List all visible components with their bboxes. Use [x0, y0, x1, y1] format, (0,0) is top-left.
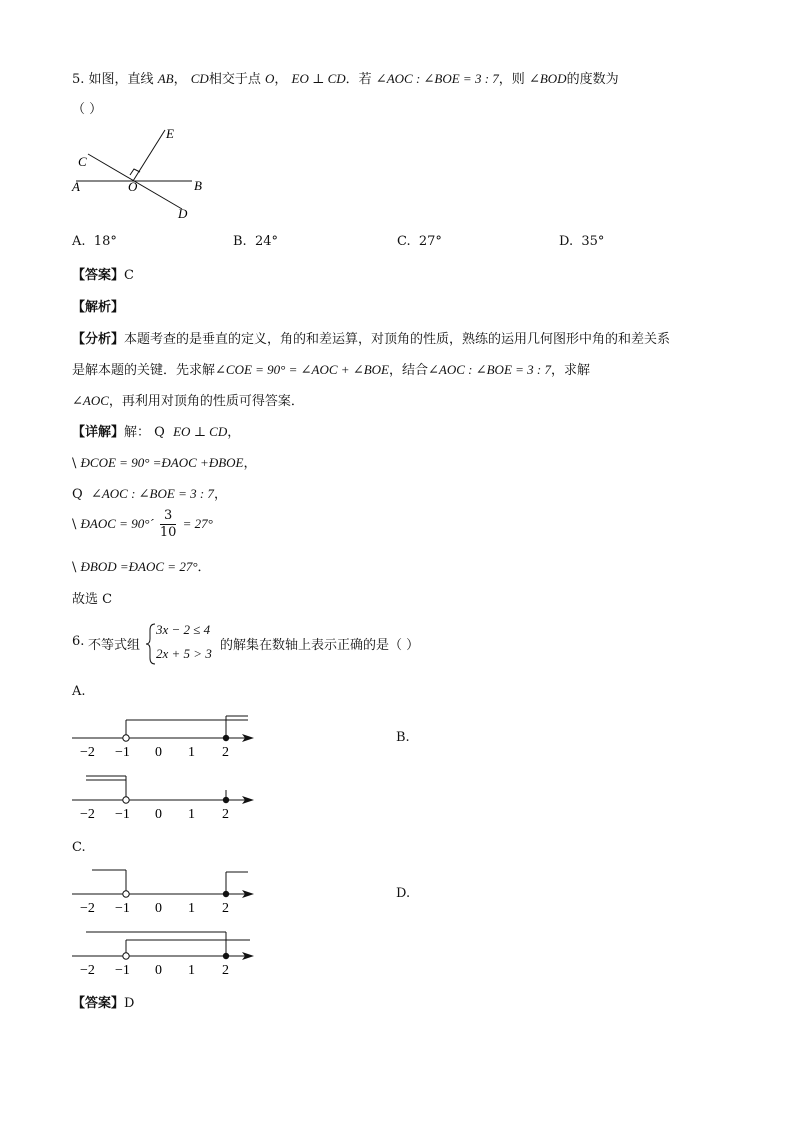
- tick-1: 1: [188, 963, 195, 978]
- closed-dot: [223, 891, 229, 897]
- tick-1: 1: [188, 745, 195, 760]
- tick-m1: −1: [115, 807, 130, 822]
- tick-1: 1: [188, 807, 195, 822]
- tick-0: 0: [155, 745, 162, 760]
- q5-fenxi-line3: ∠AOC，再利用对顶角的性质可得答案．: [72, 393, 304, 409]
- q5-choice-b: B. 24°: [233, 234, 278, 249]
- number-line-a: [70, 710, 260, 760]
- q5-step2: Q ∠AOC : ∠BOE = 3 : 7，: [72, 486, 227, 502]
- tick-2: 2: [222, 807, 229, 822]
- tick-2: 2: [222, 745, 229, 760]
- q5-choice-a: A. 18°: [72, 234, 117, 249]
- closed-dot: [223, 735, 229, 741]
- tick-m2: −2: [80, 807, 95, 822]
- ineq-2: 2x + 5 > 3: [156, 646, 212, 661]
- tick-m1: −1: [115, 901, 130, 916]
- tick-m1: −1: [115, 963, 130, 978]
- fraction-3-10: $\frac{3}{10}$: [159, 508, 177, 540]
- q5-fenxi-line2: 是解本题的关键．先求解∠COE = 90° = ∠AOC + ∠BOE，结合∠AOC : ∠BOE = 3 : 7，求解: [72, 362, 591, 378]
- q5-paren: （ ）: [72, 102, 103, 117]
- ray-oe: [133, 130, 165, 181]
- label-e: E: [166, 126, 174, 141]
- tick-2: 2: [222, 963, 229, 978]
- tick-m2: −2: [80, 745, 95, 760]
- number-line-b: [70, 772, 260, 822]
- tick-2: 2: [222, 901, 229, 916]
- q5-step3: \ ÐAOC = 90°´ $\frac{3}{10}$ = 27°: [72, 508, 213, 540]
- open-dot: [123, 797, 129, 803]
- ineq-1: 3x − 2 ≤ 4: [156, 622, 211, 637]
- q5-fenxi-line1: 【分析】本题考查的是垂直的定义，角的和差运算，对顶角的性质，熟练的运用几何图形中角的和差关系: [72, 332, 671, 347]
- q6-answer: 【答案】D: [72, 996, 135, 1011]
- q5-analysis-tag: 【解析】: [72, 300, 125, 315]
- q5-conclusion: 故选 C: [72, 592, 113, 607]
- open-dot: [123, 891, 129, 897]
- q6-option-c-label: C.: [72, 840, 86, 855]
- q5-choice-d: D. 35°: [559, 234, 605, 249]
- tick-0: 0: [155, 963, 162, 978]
- tick-m2: −2: [80, 963, 95, 978]
- closed-dot: [223, 797, 229, 803]
- q5-answer: 【答案】C: [72, 268, 134, 283]
- number-line-d: [70, 928, 260, 978]
- brace-icon: [146, 622, 156, 666]
- q6-option-b-label: B.: [396, 730, 410, 745]
- tick-1: 1: [188, 901, 195, 916]
- label-c: C: [78, 154, 87, 169]
- number-line-c: [70, 866, 260, 916]
- open-dot: [123, 735, 129, 741]
- label-d: D: [178, 206, 188, 221]
- q6-option-d-label: D.: [396, 886, 411, 901]
- q5-stem: 5. 如图，直线 AB， CD相交于点 O， EO ⊥ CD．若 ∠AOC : ∠BOE = 3 : 7，则 ∠BOD的度数为: [72, 71, 619, 87]
- tick-0: 0: [155, 901, 162, 916]
- label-o: O: [128, 179, 138, 194]
- q5-detail-line0: 【详解】解： Q EO ⊥ CD，: [72, 424, 241, 440]
- tick-m2: −2: [80, 901, 95, 916]
- label-b: B: [194, 178, 202, 193]
- q5-step4: \ ÐBOD =ÐAOC = 27°．: [72, 559, 211, 575]
- open-dot: [123, 953, 129, 959]
- tick-0: 0: [155, 807, 162, 822]
- q5-step1: \ ÐCOE = 90° =ÐAOC +ÐBOE，: [72, 455, 257, 471]
- tick-m1: −1: [115, 745, 130, 760]
- q5-figure: [70, 124, 210, 224]
- q5-choice-c: C. 27°: [397, 234, 442, 249]
- q6-option-a-label: A.: [72, 684, 86, 699]
- closed-dot: [223, 953, 229, 959]
- label-a: A: [72, 179, 80, 194]
